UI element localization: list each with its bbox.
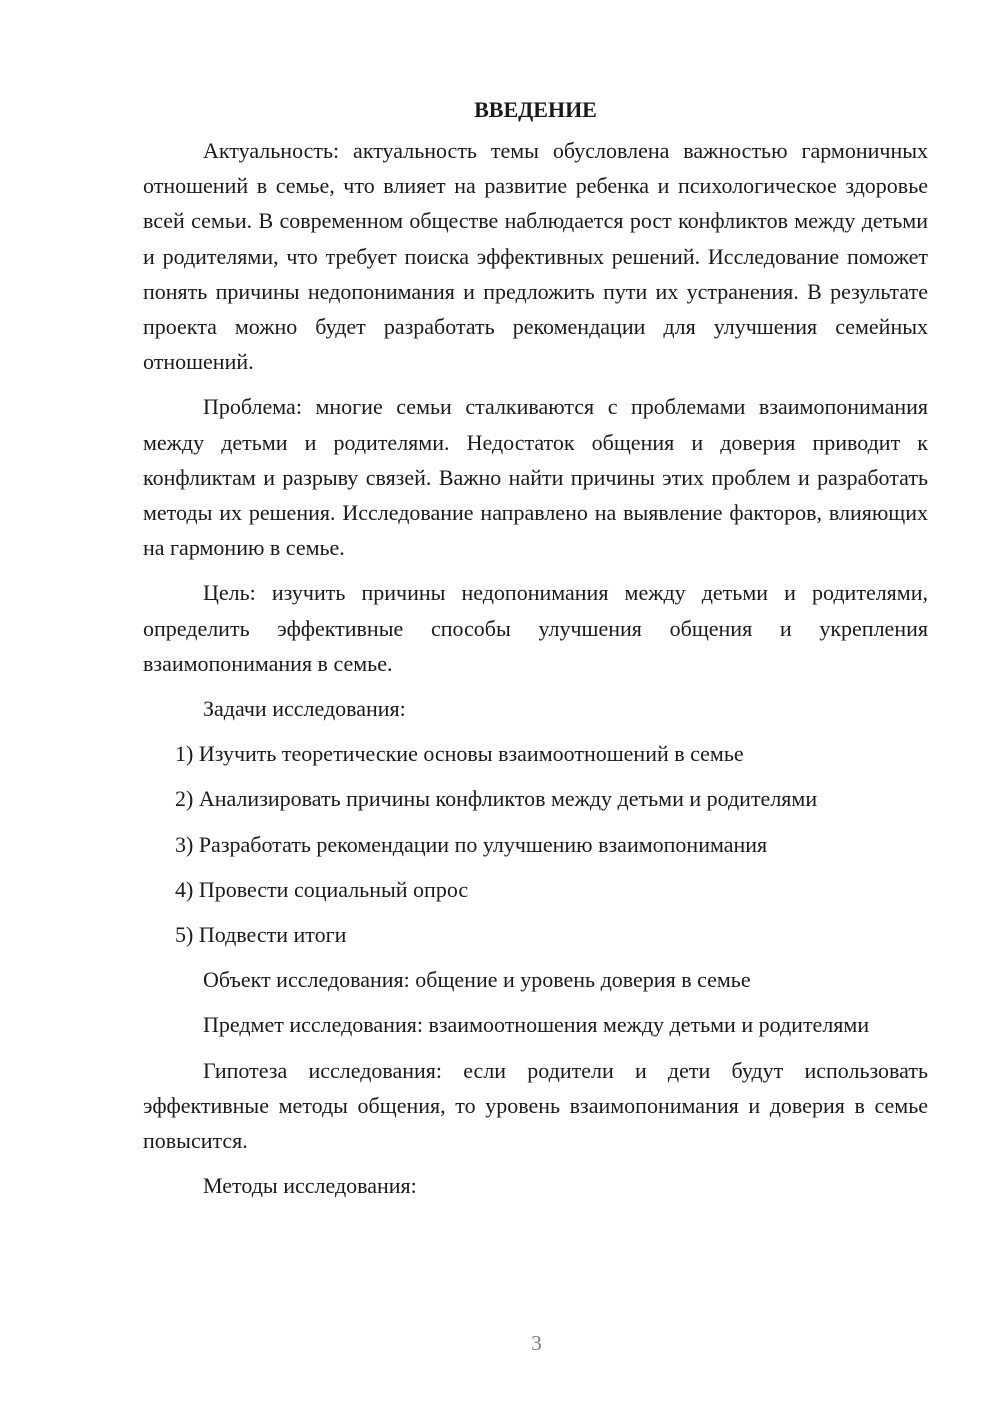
subject-paragraph: Предмет исследования: взаимоотношения между детьми и родителями bbox=[203, 1012, 870, 1038]
task-item: 5) Подвести итоги bbox=[175, 922, 347, 948]
task-item: 4) Провести социальный опрос bbox=[175, 876, 469, 902]
task-item: 2) Анализировать причины конфликтов между детьми и родителями bbox=[175, 786, 818, 812]
page-content bbox=[143, 92, 928, 1213]
task-item: 1) Изучить теоретические основы взаимоотношений в семье bbox=[175, 741, 744, 767]
hypothesis-paragraph: Гипотеза исследования: если родители и дети будут использовать эффективные методы общения, то уровень взаимопонимания и доверия в семье повысится. bbox=[143, 1057, 928, 1154]
relevance-paragraph: Актуальность: актуальность темы обусловлена важностью гармоничных отношений в семье, что влияет на развитие ребенка и психологическое здоровье всей семьи. В современном обществе наблюдается рост конфликтов между детьми и родителями, что требует поиска эффективных решений. Исследование поможет понять причины недопонимания и предложить пути их устранения. В результате проекта можно будет разработать рекомендации для улучшения семейных отношений. bbox=[143, 138, 928, 375]
tasks-heading: Задачи исследования: bbox=[203, 696, 406, 722]
object-paragraph: Объект исследования: общение и уровень доверия в семье bbox=[203, 967, 751, 993]
goal-paragraph: Цель: изучить причины недопонимания между детьми и родителями, определить эффективные способы улучшения общения и укрепления взаимопонимания в семье. bbox=[143, 580, 928, 676]
problem-paragraph: Проблема: многие семьи сталкиваются с проблемами взаимопонимания между детьми и родителями. Недостаток общения и доверия приводит к конфликтам и разрыву связей. Важно найти причины этих проблем и разработать методы их решения. Исследование направлено на выявление факторов, влияющих на гармонию в семье. bbox=[143, 394, 928, 561]
section-title: ВВЕДЕНИЕ bbox=[474, 97, 597, 122]
tasks-list bbox=[143, 736, 928, 952]
methods-heading: Методы исследования: bbox=[203, 1173, 417, 1199]
task-item: 3) Разработать рекомендации по улучшению взаимопонимания bbox=[175, 831, 768, 857]
page-number: 3 bbox=[531, 1331, 542, 1355]
